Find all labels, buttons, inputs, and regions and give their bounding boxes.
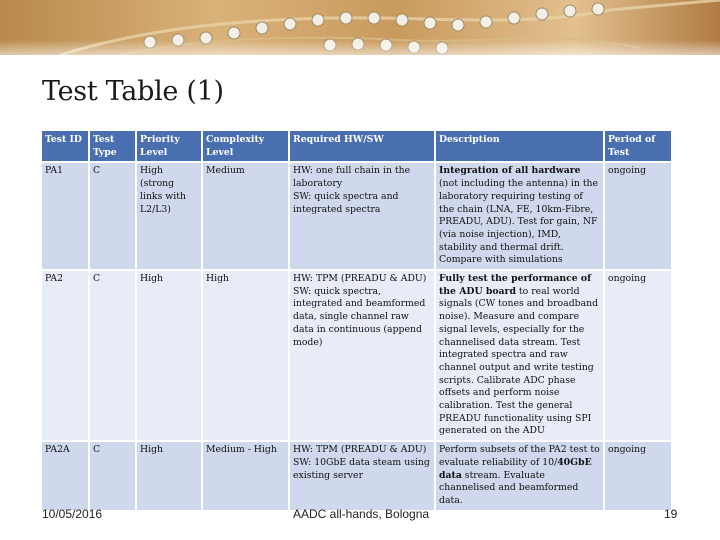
cell-test-type: C xyxy=(89,441,136,511)
cell-required xyxy=(289,162,435,270)
table-row xyxy=(42,162,672,270)
cell-priority: High xyxy=(136,441,202,511)
slide-title: Test Table (1) xyxy=(42,76,224,107)
cell-period: ongoing xyxy=(604,270,672,441)
cell-test-id: PA1 xyxy=(42,162,89,270)
required-hw: HW: TPM (PREADU & ADU) xyxy=(293,273,427,285)
table-row xyxy=(42,441,672,511)
required-sw: SW: quick spectra, integrated and beamformed data, single channel raw data in continuous (append mode) xyxy=(293,285,426,348)
header-required-hw-sw: Required HW/SW xyxy=(289,131,435,162)
footer-page-number: 19 xyxy=(664,507,678,521)
description-text: (not including the antenna) in the laboratory requiring testing of the chain (LNA, FE, 10km-Fibre, PREADU, ADU). Test for gain, NF (via noise injection), IMD, stability and thermal drift. Compare with simulations xyxy=(439,178,599,266)
required-hw: HW: one full chain in the laboratory xyxy=(293,165,411,190)
cell-test-id: PA2 xyxy=(42,270,89,441)
description-text: to real world signals (CW tones and broadband noise). Measure and compare signal levels, especially for the channelised data stream. Test integrated spectra and raw channel output and write testing scripts. Calibrate ADC phase offsets and perform noise calibration. Test the general PREADU functionality using SPI generated on the ADU xyxy=(439,285,599,437)
cell-test-id: PA2A xyxy=(42,441,89,511)
footer-date: 10/05/2016 xyxy=(42,507,103,521)
test-table xyxy=(42,131,673,512)
cell-period: ongoing xyxy=(604,441,672,511)
table-row xyxy=(42,270,672,441)
description-text-pre: Perform subsets of the PA2 test to evaluate reliability of 10/ xyxy=(439,444,600,468)
required-sw: SW: 10GbE data steam using existing server xyxy=(293,456,430,481)
required-sw: SW: quick spectra and integrated spectra xyxy=(293,190,399,215)
header-test-id: Test ID xyxy=(42,131,89,162)
cell-priority: High (strong links with L2/L3) xyxy=(136,162,202,270)
required-hw: HW: TPM (PREADU & ADU) xyxy=(293,444,427,456)
cell-complexity: Medium xyxy=(202,162,289,270)
cell-test-type: C xyxy=(89,162,136,270)
footer-event: AADC all-hands, Bologna xyxy=(293,507,430,521)
cell-complexity: Medium - High xyxy=(202,441,289,511)
header-description: Description xyxy=(435,131,604,162)
description-bold: 40GbE data xyxy=(439,456,592,481)
banner-fade xyxy=(0,40,720,55)
cell-description xyxy=(435,441,604,511)
cell-required xyxy=(289,270,435,441)
description-text: stream. Evaluate channelised and beamformed data. xyxy=(439,469,579,506)
header-test-type: Test Type xyxy=(89,131,136,162)
header-period-of-test: Period of Test xyxy=(604,131,672,162)
header-complexity-level: Complexity Level xyxy=(202,131,289,162)
cell-description xyxy=(435,162,604,270)
cell-test-type: C xyxy=(89,270,136,441)
cell-description xyxy=(435,270,604,441)
header-banner-image xyxy=(0,0,720,55)
description-bold: Integration of all hardware xyxy=(439,165,581,177)
cell-period: ongoing xyxy=(604,162,672,270)
cell-complexity: High xyxy=(202,270,289,441)
cell-priority: High xyxy=(136,270,202,441)
header-priority-level: Priority Level xyxy=(136,131,202,162)
cell-required xyxy=(289,441,435,511)
table-header-row xyxy=(42,131,672,162)
description-bold: Fully test the performance of the ADU board xyxy=(439,273,592,297)
